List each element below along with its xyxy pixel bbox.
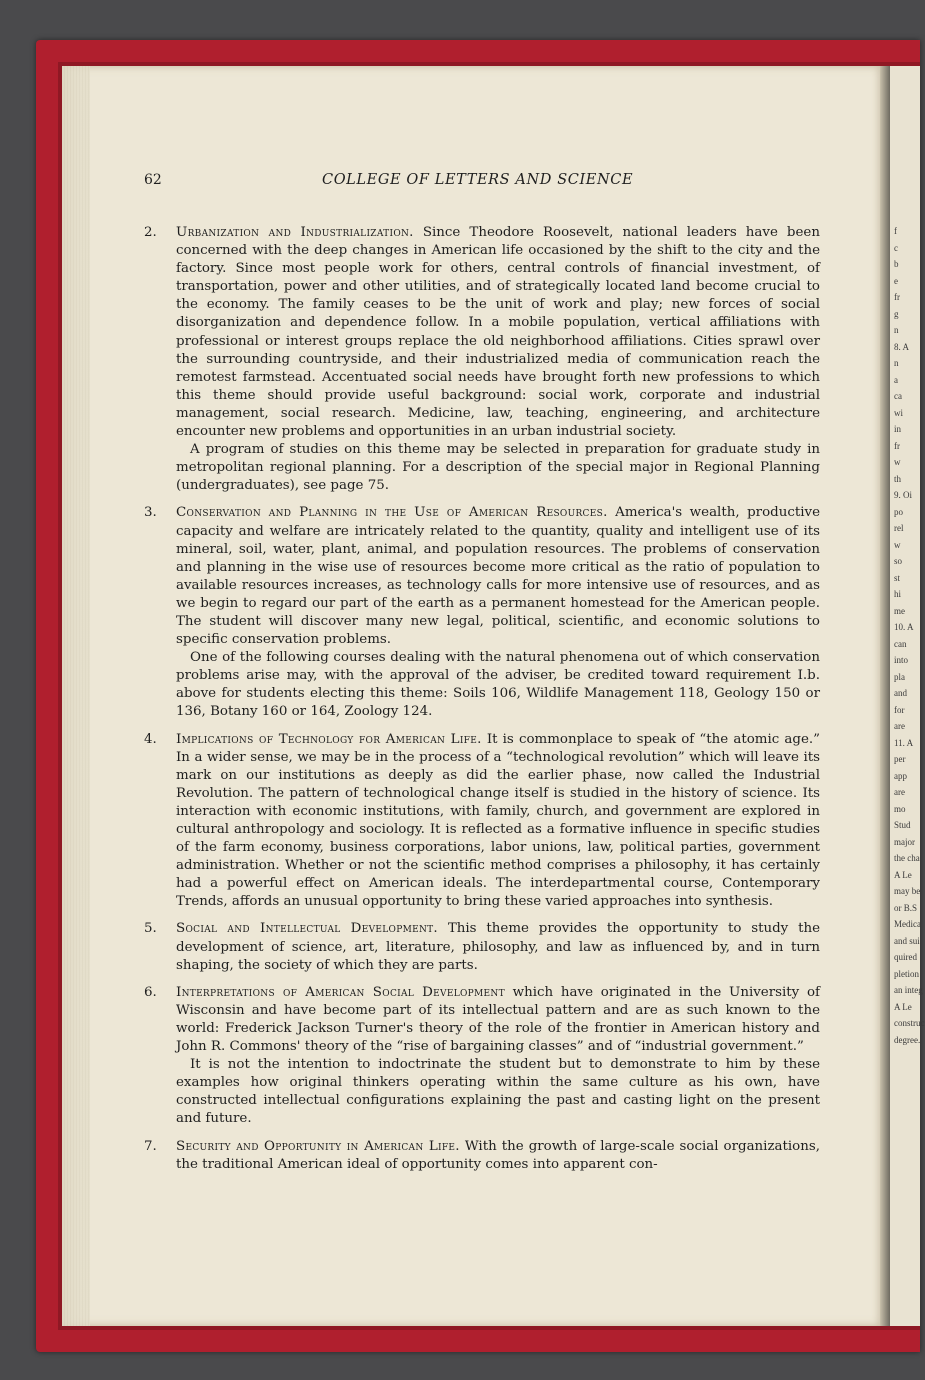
item-number: 3.	[144, 505, 157, 521]
facing-page-fragment: f	[894, 226, 897, 236]
facing-page-fragment: n	[894, 358, 899, 368]
facing-page-fragment: are	[894, 787, 905, 797]
facing-page-fragment: mo	[894, 803, 906, 814]
facing-page-fragment: po	[894, 506, 903, 517]
item-text: This theme provides the opportunity to study the development of science, art, literature, philosophy, and law as influenced by, and in turn shaping, the society of which they are parts.	[176, 921, 821, 973]
facing-page-fragment: c	[894, 242, 898, 253]
facing-page-fragment: w	[894, 539, 901, 550]
item-paragraph	[176, 649, 820, 721]
item-number: 7.	[144, 1138, 157, 1154]
facing-page-fragment: degree.	[894, 1034, 921, 1045]
facing-page-fragment: ca	[894, 391, 902, 401]
item-text: which have originated in the University of Wisconsin and have become part of its intellectual pattern and are as such known to the world: Frederick Jackson Turner's theory of the role of the frontier in American history and John R. Commons' theory of the “rise of bargaining classes” and of “industrial government.”	[176, 984, 820, 1055]
facing-page-fragment: construc	[894, 1018, 925, 1028]
theme-item	[144, 984, 820, 1129]
item-paragraph	[176, 1138, 820, 1174]
item-text: It is commonplace to speak of “the atomic age.” In a wider sense, we may be in the process of a “technological revolution” which will leave its mark on our institutions as deeply as did the earlier phase, now called the Industrial Revolution. The pattern of technological change itself is studied in the history of science. Its interaction with economic institutions, with family, church, and government are explored in cultural anthropology and sociology. It is reflected as a formative influence in specific studies of the farm economy, business corporations, labor unions, law, political parties, government administration. Whether or not the scientific method comprises a philosophy, it has certainly had a powerful effect on American ideals. The interdepartmental course, Contemporary Trends, affords an unusual opportunity to bring these varied approaches into synthesis.	[176, 731, 820, 910]
page-body	[144, 224, 820, 1183]
facing-page-fragment: g	[894, 308, 899, 319]
facing-page-fragment: hi	[894, 589, 902, 599]
facing-page-fragment: an integ	[894, 985, 923, 995]
theme-item	[144, 920, 820, 974]
item-paragraph	[176, 441, 820, 495]
facing-page-fragment: into	[894, 655, 909, 665]
item-paragraph	[176, 504, 820, 649]
item-text: A program of studies on this theme may be selected in preparation for graduate study in metropolitan regional planning. For a description of the special major in Regional Planning (undergraduates), see page 75.	[176, 442, 820, 494]
item-title: Interpretations of American Social Development	[176, 984, 505, 1000]
facing-page-fragment: fr	[894, 440, 900, 451]
item-title: Urbanization and Industrialization.	[176, 225, 414, 240]
item-paragraph	[176, 224, 820, 441]
facing-page-fragment: 10. A	[894, 622, 914, 632]
facing-page-fragment: e	[894, 275, 898, 286]
item-text: With the growth of large-scale social organizations, the traditional American ideal of opportunity comes into apparent con-	[176, 1138, 820, 1172]
item-title: Security and Opportunity in American Life.	[176, 1138, 460, 1154]
theme-item	[144, 224, 820, 495]
facing-page-fragment: Medica	[894, 919, 921, 929]
theme-item	[144, 1138, 820, 1174]
facing-page-fragment: major	[894, 836, 915, 847]
facing-page-fragment: st	[894, 572, 901, 583]
facing-page-fragment: pletion	[894, 968, 919, 979]
item-title: Social and Intellectual Development.	[176, 921, 438, 937]
facing-page-fragment: quired	[894, 952, 917, 962]
facing-page-fragment: app	[894, 770, 907, 781]
facing-page-fragment: 8. A	[894, 341, 910, 352]
facing-page-fragment: and sui	[894, 935, 920, 946]
facing-page-fragment: rel	[894, 523, 904, 533]
facing-page-fragment: for	[894, 704, 905, 715]
item-text: One of the following courses dealing with the natural phenomena out of which conservation problems arise may, with the approval of the adviser, be credited toward requirement I.b. above for students electing this theme: Soils 106, Wildlife Management 118, Geology 150 or 136, Botany 160 or 164, Zoology 124.	[176, 650, 820, 720]
facing-page-fragment: Stud	[894, 820, 911, 830]
facing-page-fragment: wi	[894, 407, 903, 418]
facing-page-fragment: per	[894, 754, 906, 764]
item-text: Since Theodore Roosevelt, national leaders have been concerned with the deep changes in American life occasioned by the shift to the city and the factory. Since most people work for others, central controls of financial investment, of transportation, power and other utilities, and of strategically located land become crucial to the economy. The family ceases to be the unit of work and play; new forces of social disorganization and dependence follow. In a mobile population, vertical affiliations with professional or interest groups replace the old neighborhood affiliations. Cities sprawl over the surrounding countryside, and their industrialized media of communication reach the remotest farmstead. Accentuated social needs have brought forth new professions to which this theme should provide useful background: social work, corporate and industrial management, social research. Medicine, law, teaching, engineering, and architecture encounter new problems and opportunities in an urban industrial society.	[176, 225, 820, 440]
facing-page-fragment: or B.S	[894, 902, 918, 913]
item-text: It is not the intention to indoctrinate the student but to demonstrate to him by these examples how original thinkers operating within the same culture as his own, have constructed intellectual configurations explaining the past and casting light on the present and future.	[176, 1057, 820, 1127]
item-number: 2.	[144, 225, 157, 240]
facing-page-fragment: b	[894, 259, 899, 269]
facing-page-fragment: a	[894, 374, 898, 385]
item-paragraph	[176, 984, 820, 1056]
item-number: 6.	[144, 984, 157, 1000]
facing-page-fragment: and	[894, 688, 907, 698]
item-number: 4.	[144, 731, 157, 747]
item-title: Conservation and Planning in the Use of American Resources.	[176, 505, 608, 521]
theme-item	[144, 731, 820, 912]
running-head: COLLEGE OF LETTERS AND SCIENCE	[322, 172, 634, 188]
facing-page-fragment: w	[894, 457, 901, 467]
facing-page-fragment: 9. Oi	[894, 490, 912, 500]
item-title: Implications of Technology for American Life.	[176, 731, 482, 747]
facing-page-fragment: A Le	[894, 869, 912, 880]
item-paragraph	[176, 920, 820, 974]
facing-page-fragment: A Le	[894, 1001, 912, 1012]
facing-page-fragment: the cha	[894, 853, 920, 863]
item-number: 5.	[144, 921, 157, 937]
item-paragraph	[176, 731, 820, 912]
book-gutter	[880, 66, 890, 1326]
item-paragraph	[176, 1056, 820, 1128]
page-header	[0, 172, 920, 192]
facing-page-fragment: may be	[894, 886, 921, 896]
facing-page	[890, 66, 925, 1326]
item-text: America's wealth, productive capacity and welfare are intricately related to the quantity, quality and intelligent use of its mineral, soil, water, plant, animal, and population resources. The problems of conservation and planning in the wise use of resources become more critical as the ratio of population to available resources increases, as technology calls for more intensive use of resources, and as we begin to regard our part of the earth as a permanent homestead for the American people. The student will discover many new legal, political, scientific, and economic solutions to specific conservation problems.	[176, 505, 820, 648]
facing-page-fragment: 11. A	[894, 737, 914, 748]
page-stack-edge	[62, 66, 90, 1326]
page-number: 62	[144, 172, 162, 188]
facing-page-fragment: th	[894, 473, 902, 484]
facing-page-fragment: pla	[894, 671, 905, 682]
facing-page-fragment: in	[894, 424, 902, 434]
facing-page-fragment: fr	[894, 292, 900, 302]
facing-page-fragment: are	[894, 721, 905, 731]
theme-item	[144, 504, 820, 721]
facing-page-fragment: me	[894, 605, 905, 616]
facing-page-fragment: so	[894, 556, 903, 566]
facing-page-fragment: n	[894, 325, 899, 335]
facing-page-fragment: can	[894, 638, 907, 649]
